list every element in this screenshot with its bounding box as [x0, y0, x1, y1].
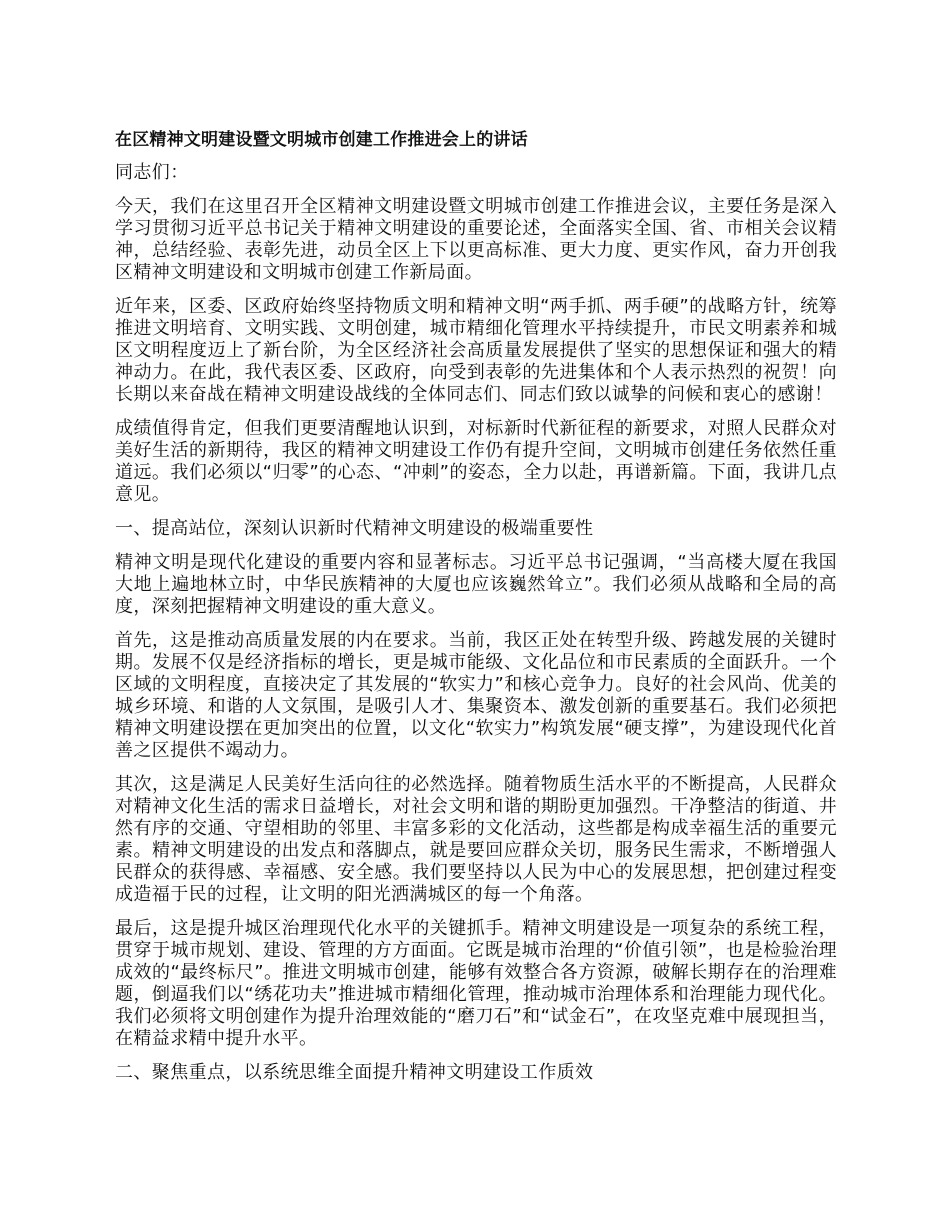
- paragraph-second: 其次，这是满足人民美好生活向往的必然选择。随着物质生活水平的不断提高，人民群众对精神文化生活的需求日益增长，对社会文明和谐的期盼更加强烈。干净整洁的街道、井然有序的交通、守望相助的邻里、丰富多彩的文化活动，这些都是构成幸福生活的重要元素。精神文明建设的出发点和落脚点，就是要回应群众关切，服务民生需求，不断增强人民群众的获得感、幸福感、安全感。我们要坚持以人民为中心的发展思想，把创建过程变成造福于民的过程，让文明的阳光洒满城区的每一个角落。: [115, 774, 837, 905]
- paragraph-first: 首先，这是推动高质量发展的内在要求。当前，我区正处在转型升级、跨越发展的关键时期。发展不仅是经济指标的增长，更是城市能级、文化品位和市民素质的全面跃升。一个区域的文明程度，直接决定了其发展的“软实力”和核心竞争力。良好的社会风尚、优美的城乡环境、和谐的人文氛围，是吸引人才、集聚资本、激发创新的重要基石。我们必须把精神文明建设摆在更加突出的位置，以文化“软实力”构筑发展“硬支撑”，为建设现代化首善之区提供不竭动力。: [115, 630, 837, 761]
- document-title: 在区精神文明建设暨文明城市创建工作推进会上的讲话: [115, 130, 528, 150]
- paragraph-challenges: 成绩值得肯定，但我们更要清醒地认识到，对标新时代新征程的新要求，对照人民群众对美好生活的新期待，我区的精神文明建设工作仍有提升空间，文明城市创建任务依然任重道远。我们必须以“归零”的心态、“冲刺”的姿态，全力以赴，再谱新篇。下面，我讲几点意见。: [115, 418, 837, 505]
- section-heading-1: 一、提高站位，深刻认识新时代精神文明建设的极端重要性: [115, 518, 594, 539]
- paragraph-significance: 精神文明是现代化建设的重要内容和显著标志。习近平总书记强调，“当高楼大厦在我国大地上遍地林立时，中华民族精神的大厦也应该巍然耸立”。我们必须从战略和全局的高度，深刻把握精神文明建设的重大意义。: [115, 552, 837, 617]
- salutation: 同志们：: [115, 162, 189, 183]
- document-page: [115, 129, 837, 1096]
- paragraph-last: 最后，这是提升城区治理现代化水平的关键抓手。精神文明建设是一项复杂的系统工程，贯穿于城市规划、建设、管理的方方面面。它既是城市治理的“价值引领”，也是检验治理成效的“最终标尺”。推进文明城市创建，能够有效整合各方资源，破解长期存在的治理难题，倒逼我们以“绣花功夫”推进城市精细化管理，推动城市治理体系和治理能力现代化。我们必须将文明创建作为提升治理效能的“磨刀石”和“试金石”，在攻坚克难中展现担当，在精益求精中提升水平。: [115, 918, 837, 1049]
- section-heading-2: 二、聚焦重点，以系统思维全面提升精神文明建设工作质效: [115, 1062, 594, 1083]
- paragraph-opening: 今天，我们在这里召开全区精神文明建设暨文明城市创建工作推进会议，主要任务是深入学习贯彻习近平总书记关于精神文明建设的重要论述，全面落实全国、省、市相关会议精神，总结经验、表彰先进，动员全区上下以更高标准、更大力度、更实作风，奋力开创我区精神文明建设和文明城市创建工作新局面。: [115, 196, 837, 283]
- paragraph-achievements: 近年来，区委、区政府始终坚持物质文明和精神文明“两手抓、两手硬”的战略方针，统筹推进文明培育、文明实践、文明创建，城市精细化管理水平持续提升，市民文明素养和城区文明程度迈上了新台阶，为全区经济社会高质量发展提供了坚实的思想保证和强大的精神动力。在此，我代表区委、区政府，向受到表彰的先进集体和个人表示热烈的祝贺！向长期以来奋战在精神文明建设战线的全体同志们、同志们致以诚挚的问候和衷心的感谢！: [115, 296, 837, 405]
